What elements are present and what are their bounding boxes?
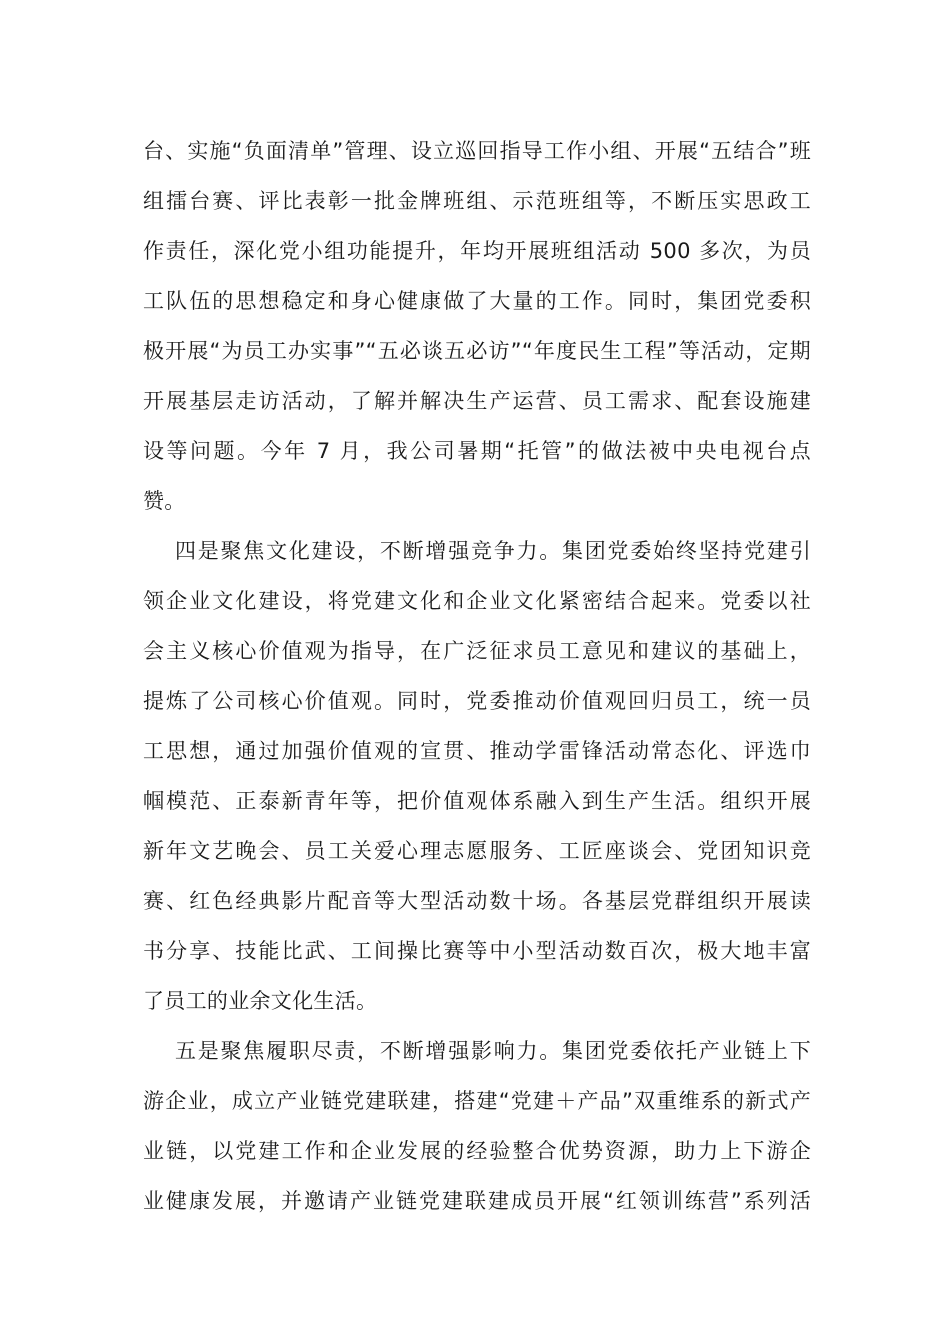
text-line: 了员工的业余文化生活。: [143, 989, 378, 1013]
text-line: 业健康发展，并邀请产业链党建联建成员开展“红领训练营”系列活: [143, 1189, 811, 1213]
text-line: 会主义核心价值观为指导，在广泛征求员工意见和建议的基础上，: [143, 639, 811, 663]
text-line: 极开展“为员工办实事”“五必谈五必访”“年度民生工程”等活动，定期: [143, 339, 811, 363]
text-line: 工队伍的思想稳定和身心健康做了大量的工作。同时，集团党委积: [143, 289, 811, 313]
text-line: 开展基层走访活动，了解并解决生产运营、员工需求、配套设施建: [143, 389, 811, 413]
paragraph-3: [143, 1026, 811, 1226]
text-line: 游企业，成立产业链党建联建，搭建“党建＋产品”双重维系的新式产: [143, 1089, 811, 1113]
text-line: 台、实施“负面清单”管理、设立巡回指导工作小组、开展“五结合”班: [143, 139, 811, 163]
document-body: [143, 126, 811, 1226]
text-line: 组擂台赛、评比表彰一批金牌班组、示范班组等，不断压实思政工: [143, 189, 811, 213]
text-line: 书分享、技能比武、工间操比赛等中小型活动数百次，极大地丰富: [143, 939, 811, 963]
text-line: 领企业文化建设，将党建文化和企业文化紧密结合起来。党委以社: [143, 589, 811, 613]
paragraph-1: [143, 126, 811, 526]
text-line: 作责任，深化党小组功能提升，年均开展班组活动 500 多次，为员: [143, 239, 811, 263]
text-line: 新年文艺晚会、员工关爱心理志愿服务、工匠座谈会、党团知识竞: [143, 839, 811, 863]
paragraph-2: [143, 526, 811, 1026]
text-line: 赞。: [143, 489, 186, 513]
text-line: 工思想，通过加强价值观的宣贯、推动学雷锋活动常态化、评选巾: [143, 739, 811, 763]
text-line: 业链，以党建工作和企业发展的经验整合优势资源，助力上下游企: [143, 1139, 811, 1163]
text-line: 五是聚焦履职尽责，不断增强影响力。集团党委依托产业链上下: [175, 1039, 811, 1063]
text-line: 四是聚焦文化建设，不断增强竞争力。集团党委始终坚持党建引: [175, 539, 811, 563]
text-line: 帼模范、正泰新青年等，把价值观体系融入到生产生活。组织开展: [143, 789, 811, 813]
text-line: 提炼了公司核心价值观。同时，党委推动价值观回归员工，统一员: [143, 689, 811, 713]
text-line: 设等问题。今年 7 月，我公司暑期“托管”的做法被中央电视台点: [143, 439, 811, 463]
text-line: 赛、红色经典影片配音等大型活动数十场。各基层党群组织开展读: [143, 889, 811, 913]
